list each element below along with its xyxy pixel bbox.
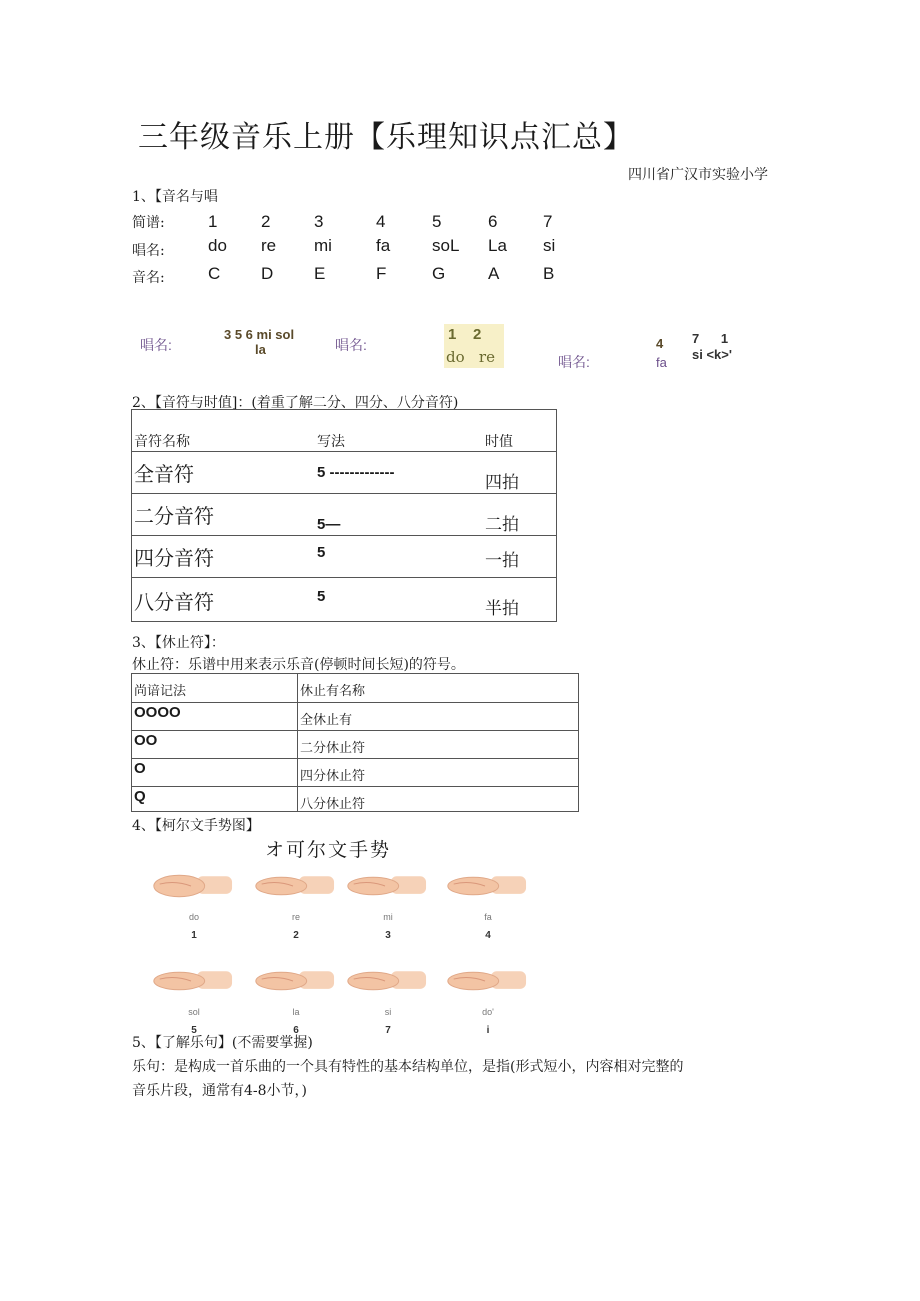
- hand-sign-syllable: si: [384, 1007, 392, 1017]
- note-value-table: [131, 409, 557, 622]
- solfege-syllable: mi: [314, 236, 332, 255]
- solfege-syllable: soL: [432, 236, 460, 255]
- hand-sign-number: 2: [293, 930, 299, 941]
- hand-sign-icon: [248, 959, 336, 1003]
- garble-label-3: 唱名:: [558, 354, 590, 370]
- garble-text-1b: la: [255, 342, 266, 357]
- header-notation: 写法: [317, 433, 345, 449]
- hand-sign-icon: [146, 959, 234, 1003]
- table-row: [132, 494, 556, 536]
- hand-sign-icon: [248, 864, 336, 908]
- section-1-heading: 1、【音名与唱: [132, 189, 218, 205]
- table-row: [132, 452, 556, 494]
- note-duration: 二拍: [485, 515, 519, 534]
- hand-sign-number: 1: [191, 930, 197, 941]
- hand-sign-syllable: do: [188, 912, 199, 922]
- garble-text-4b: si <k>': [692, 347, 732, 362]
- rest-name: 二分休止符: [300, 740, 366, 755]
- garble-label-2: 唱名:: [335, 337, 367, 353]
- header-note-name: 音符名称: [134, 433, 190, 449]
- jianpu-digit: 6: [488, 212, 498, 231]
- pitch-letter: F: [376, 264, 387, 283]
- garble-text-1a: 3 5 6 mi sol: [224, 327, 295, 342]
- section-2-heading: 2、【音符与时值]：(着重了解二分、四分、八分音符): [132, 395, 459, 411]
- hand-sign-number: 4: [485, 930, 491, 941]
- pitch-letter: A: [488, 264, 500, 283]
- garble-text-3a: 4: [656, 336, 664, 351]
- table-row: [132, 536, 556, 578]
- solfege-syllable: re: [261, 236, 277, 255]
- garble-text-3b: fa: [656, 355, 667, 370]
- section-4-heading: 4、【柯尔文手势图】: [132, 818, 260, 834]
- jianpu-digit: 4: [376, 212, 386, 231]
- hand-sign-syllable: mi: [383, 912, 393, 922]
- pitch-letter: C: [208, 264, 221, 283]
- note-duration: 半拍: [485, 599, 519, 618]
- rest-name: 全休止有: [300, 712, 353, 727]
- phrase-line-1: 乐句：是构成一首乐曲的一个具有特性的基本结构单位，是指(形式短小，内容相对完整的: [132, 1059, 684, 1075]
- solfege-syllable: fa: [376, 236, 391, 255]
- hand-sign-syllable: sol: [188, 1007, 200, 1017]
- jianpu-digit: 2: [261, 212, 271, 231]
- rest-table-header: [132, 674, 578, 703]
- hand-sign-number: 3: [385, 930, 391, 941]
- rest-notation: Q: [134, 788, 146, 805]
- table-row: [132, 786, 578, 814]
- rest-notation: OO: [134, 732, 158, 749]
- school-name: 四川省广汉市实验小学: [628, 167, 768, 183]
- hand-sign-syllable: do': [482, 1007, 494, 1017]
- header-duration: 时值: [485, 433, 513, 449]
- garble-text-4a: 7 1: [692, 331, 729, 346]
- pitch-letter: B: [543, 264, 555, 283]
- rest-table: [131, 673, 579, 812]
- note-name: 四分音符: [134, 548, 214, 570]
- page-title: 三年级音乐上册【乐理知识点汇总】: [138, 120, 634, 155]
- table-row: [132, 758, 578, 787]
- jianpu-digit: 1: [208, 212, 218, 231]
- phrase-line-2: 音乐片段，通常有4-8小节，): [132, 1083, 308, 1099]
- hand-sign-number: 7: [385, 1025, 391, 1036]
- kodaly-image-title: オ可尔文手势: [265, 839, 392, 861]
- hand-sign-icon: [440, 959, 528, 1003]
- rest-notation: O: [134, 760, 146, 777]
- solfege-syllable: si: [543, 236, 556, 255]
- hand-sign-number: 6: [293, 1025, 299, 1036]
- note-duration: 四拍: [485, 473, 519, 492]
- hand-sign-syllable: re: [291, 912, 300, 922]
- note-notation: 5 -------------: [317, 464, 395, 481]
- pitch-letter: E: [314, 264, 326, 283]
- hand-sign-number: 5: [191, 1025, 197, 1036]
- rest-name: 四分休止符: [300, 768, 366, 783]
- jianpu-digit: 3: [314, 212, 324, 231]
- label-yinming: 音名:: [132, 270, 165, 286]
- label-changming: 唱名:: [132, 243, 165, 259]
- label-jianpu: 简谱:: [132, 215, 165, 231]
- garble-label-1: 唱名:: [140, 337, 172, 353]
- note-notation: 5: [317, 588, 326, 605]
- rest-name: 八分休止符: [300, 796, 366, 811]
- section-3-heading: 3、【休止符】：: [132, 635, 225, 651]
- hand-sign-syllable: la: [292, 1007, 300, 1017]
- curwen-hand-signs: [140, 860, 540, 1035]
- hand-sign-icon: [340, 864, 428, 908]
- solfege-syllable: La: [488, 236, 507, 255]
- rest-description: 休止符：乐谱中用来表示乐音(停顿时间长短)的符号。: [132, 657, 465, 673]
- note-name: 八分音符: [134, 592, 214, 614]
- pitch-letter: D: [261, 264, 274, 283]
- note-notation: 5—: [317, 516, 341, 533]
- solfege-syllable: do: [208, 236, 227, 255]
- hand-sign-icon: [146, 864, 234, 908]
- section-5-heading: 5、【了解乐句】(不需要掌握): [132, 1035, 313, 1051]
- table-row: [132, 578, 556, 621]
- note-name: 二分音符: [134, 506, 214, 528]
- note-notation: 5: [317, 544, 326, 561]
- jianpu-digit: 7: [543, 212, 553, 231]
- note-table-header: [132, 410, 556, 452]
- pitch-letter: G: [432, 264, 446, 283]
- hand-sign-icon: [340, 959, 428, 1003]
- header-rest-name: 休止有名称: [300, 683, 366, 698]
- garble-text-2a: 1 2: [448, 326, 482, 343]
- jianpu-digit: 5: [432, 212, 442, 231]
- note-duration: 一拍: [485, 551, 519, 570]
- hand-sign-number: i: [486, 1025, 490, 1036]
- note-name: 全音符: [134, 464, 194, 486]
- header-rest-notation: 尚谙记法: [134, 683, 187, 698]
- table-row: [132, 702, 578, 731]
- garble-text-2b: do re: [446, 348, 495, 366]
- hand-sign-icon: [440, 864, 528, 908]
- rest-notation: OOOO: [134, 704, 181, 721]
- table-row: [132, 730, 578, 759]
- hand-sign-syllable: fa: [484, 912, 492, 922]
